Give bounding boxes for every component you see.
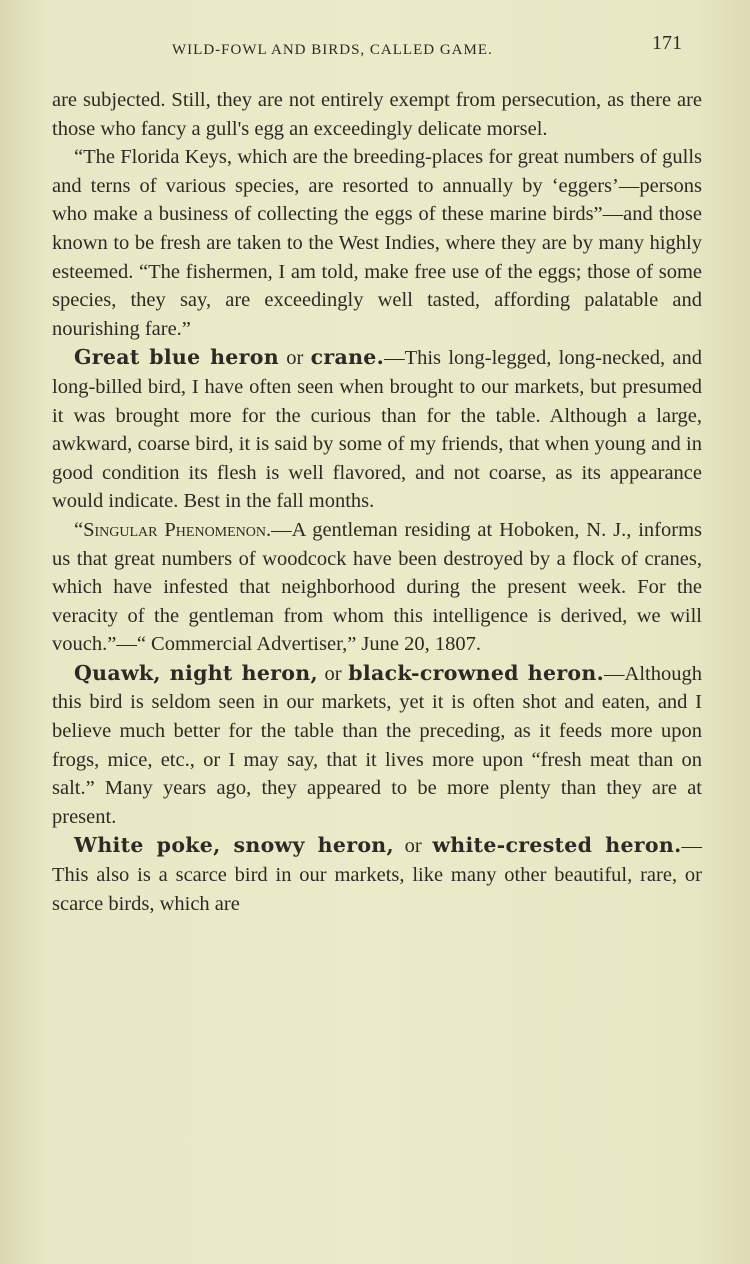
entry-text: —Although this bird is seldom seen in our markets, yet it is often shot and eaten, and I believe much better for the table than the preceding, as it feeds more upon frogs, mice, etc., or I may say, that it lives more upon “fresh meat than on salt.” Many years ago, they appeared to be more plenty than they are at present. [52, 662, 702, 828]
entry-term: White poke, snowy heron, [74, 833, 394, 858]
quote-text: —A gentleman residing at Hoboken, N. J., informs us that great numbers of woodcock have been destroyed by a flock of cranes, which have infested that neighborhood during the present week. For the veracity of the gentleman from whom this intelligence is derived, we will vouch.”—“ Commercial Advertiser,” June 20, 1807. [52, 518, 702, 656]
entry-or: or [317, 662, 349, 685]
entry-or: or [393, 835, 433, 858]
quote-singular-phenomenon [52, 516, 702, 659]
entry-text: —This also is a scarce bird in our markets, like many other beautiful, rare, or scarce birds, which are [52, 835, 703, 915]
entry-text: —This long-legged, long-necked, and long-billed bird, I have often seen when brought to our markets, but presumed it was brought more for the curious than for the table. Although a large, awkward, coarse bird, it is said by some of my friends, that when young and in good condition its flesh is well flavored, and not coarse, as its appearance would indicate. Best in the fall months. [52, 347, 703, 513]
paragraph-text: are subjected. Still, they are not entirely exempt from persecution, as there are those who fancy a gull's egg an exceedingly delicate morsel. [52, 89, 702, 140]
paragraph-florida-keys [52, 143, 702, 343]
entry-snowy-heron [52, 831, 702, 918]
paragraph-continuation [52, 86, 702, 143]
quote-mark: “ [74, 518, 84, 541]
page-header [0, 30, 750, 70]
page-body [52, 86, 702, 918]
entry-term: black-crowned heron. [348, 660, 605, 685]
running-title: WILD-FOWL AND BIRDS, CALLED GAME. [172, 42, 493, 58]
entry-term: Great blue heron [74, 345, 279, 370]
quote-heading: Singular Phenomenon. [83, 518, 272, 541]
entry-term: Quawk, night heron, [74, 660, 318, 685]
entry-great-blue-heron [52, 343, 702, 516]
entry-night-heron [52, 659, 702, 832]
paragraph-text: “The Florida Keys, which are the breeding-places for great numbers of gulls and terns of various species, are resorted to annually by ‘eggers’—persons who make a business of collecting the eggs of these marine birds”—and those known to be fresh are taken to the West Indies, where they are by many highly esteemed. “The fishermen, I am told, make free use of the eggs; those of some species, they say, are exceedingly well tasted, affording palatable and nourishing fare.” [52, 146, 702, 340]
entry-term: white-crested heron. [432, 833, 682, 858]
entry-term: crane. [310, 345, 385, 370]
page-number: 171 [652, 32, 682, 54]
entry-or: or [278, 347, 311, 370]
